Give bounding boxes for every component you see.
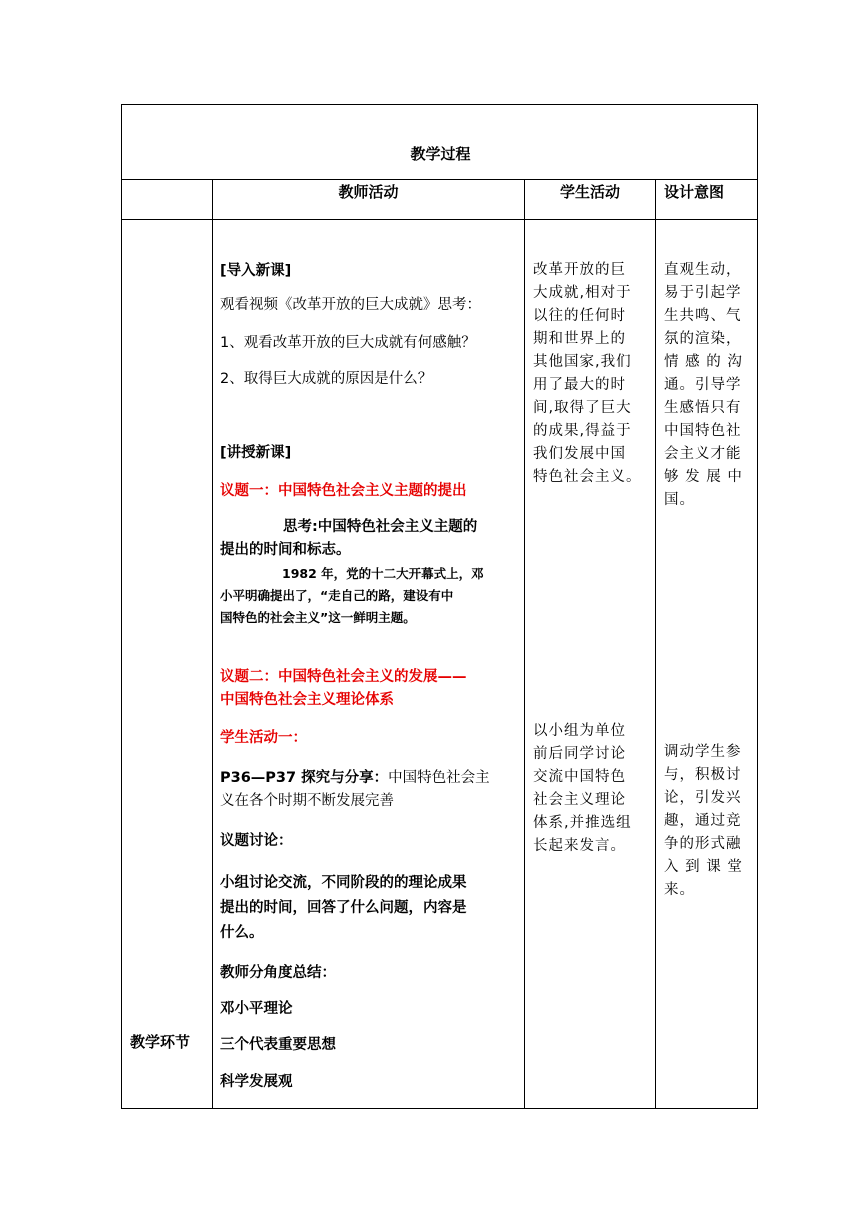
table-col-divider	[212, 179, 213, 1109]
text-line: 争的形式融	[664, 836, 742, 852]
text-line: 生共鸣、气	[664, 308, 742, 324]
topic-2-heading-line-2: 中国特色社会主义理论体系	[220, 692, 394, 708]
lecture-heading: [讲授新课]	[220, 445, 292, 461]
intro-prompt: 观看视频《改革开放的巨大成就》思考：	[220, 297, 481, 313]
student-activity-1-heading: 学生活动一：	[220, 730, 307, 746]
student-activity-block-2	[533, 720, 651, 858]
text-line: 社会主义理论	[533, 792, 626, 808]
header-teacher-activity: 教师活动	[338, 183, 399, 201]
explore-line-2: 义在各个时期不断发展完善	[220, 793, 394, 809]
text-line: 用了最大的时	[533, 377, 626, 393]
text-line: 直观生动，	[664, 262, 742, 278]
text-line: 间,取得了巨大	[533, 400, 632, 416]
explore-label: P36—P37 探究与分享：	[220, 770, 389, 786]
text-line: 的成果,得益于	[533, 423, 632, 439]
text-line: 氛的渲染，	[664, 331, 742, 347]
think-line-1: 思考:中国特色社会主义主题的	[283, 519, 478, 535]
theory-three-represents: 三个代表重要思想	[220, 1037, 336, 1053]
text-line: 通。引导学	[664, 377, 742, 393]
table-row-divider	[122, 179, 757, 180]
text-line: 论，引发兴	[664, 790, 742, 806]
text-line: 易于引起学	[664, 285, 742, 301]
group-task-line-1: 小组讨论交流，不同阶段的的理论成果	[220, 875, 467, 891]
header-design-intent: 设计意图	[664, 183, 725, 201]
theory-deng-xiaoping: 邓小平理论	[220, 1001, 293, 1017]
student-activity-block-1	[533, 259, 651, 489]
fact-line-1: 1982 年，党的十二大开幕式上，邓	[282, 566, 484, 581]
text-line: 前后同学讨论	[533, 746, 626, 762]
design-intent-block-2	[664, 741, 752, 902]
text-line: 与，积极讨	[664, 767, 742, 783]
table-col-divider	[655, 179, 656, 1109]
explore-line-1	[220, 767, 490, 790]
text-line: 特色社会主义。	[533, 469, 642, 485]
text-line: 其他国家,我们	[533, 354, 632, 370]
header-student-activity: 学生活动	[559, 183, 620, 201]
text-line: 中国特色社	[664, 423, 742, 439]
text-line: 情 感 的 沟	[664, 354, 743, 370]
text-line: 体系,并推选组	[533, 815, 632, 831]
group-task-line-3: 什么。	[220, 925, 264, 941]
text-line: 以往的任何时	[533, 308, 626, 324]
question-2: 2、取得巨大成就的原因是什么？	[220, 371, 433, 387]
topic-2-heading-line-1: 议题二：中国特色社会主义的发展——	[220, 669, 467, 685]
table-col-divider	[524, 179, 525, 1109]
text-line: 趣，通过竞	[664, 813, 742, 829]
text-line: 长起来发言。	[533, 838, 626, 854]
text-line: 改革开放的巨	[533, 262, 626, 278]
text-line: 我们发展中国	[533, 446, 626, 462]
theory-scientific-outlook: 科学发展观	[220, 1074, 293, 1090]
text-line: 够 发 展 中	[664, 469, 743, 485]
text-line: 入 到 课 堂	[664, 859, 743, 875]
topic-1-heading: 议题一：中国特色社会主义主题的提出	[220, 483, 467, 499]
text-line: 交流中国特色	[533, 769, 626, 785]
table-row-divider	[122, 219, 757, 220]
design-intent-block-1	[664, 259, 752, 512]
fact-line-2: 小平明确提出了，“走自己的路，建设有中	[220, 588, 454, 603]
text-line: 国。	[664, 492, 695, 508]
text-line: 期和世界上的	[533, 331, 626, 347]
think-line-2: 提出的时间和标志。	[220, 542, 351, 558]
row-label-teaching-stage: 教学环节	[130, 1033, 191, 1051]
fact-line-3: 国特色的社会主义”这一鲜明主题。	[220, 610, 416, 625]
text-line: 会主义才能	[664, 446, 742, 462]
text-line: 大成就,相对于	[533, 285, 632, 301]
question-1: 1、观看改革开放的巨大成就有何感触？	[220, 335, 476, 351]
explore-text: 中国特色社会主	[388, 770, 490, 786]
text-line: 来。	[664, 882, 695, 898]
table-title: 教学过程	[410, 145, 471, 163]
discussion-heading: 议题讨论：	[220, 833, 293, 849]
text-line: 调动学生参	[664, 744, 742, 760]
intro-heading: [导入新课]	[220, 263, 292, 279]
text-line: 以小组为单位	[533, 723, 626, 739]
teacher-summary-heading: 教师分角度总结：	[220, 965, 336, 981]
group-task-line-2: 提出的时间，回答了什么问题，内容是	[220, 900, 467, 916]
text-line: 生感悟只有	[664, 400, 742, 416]
